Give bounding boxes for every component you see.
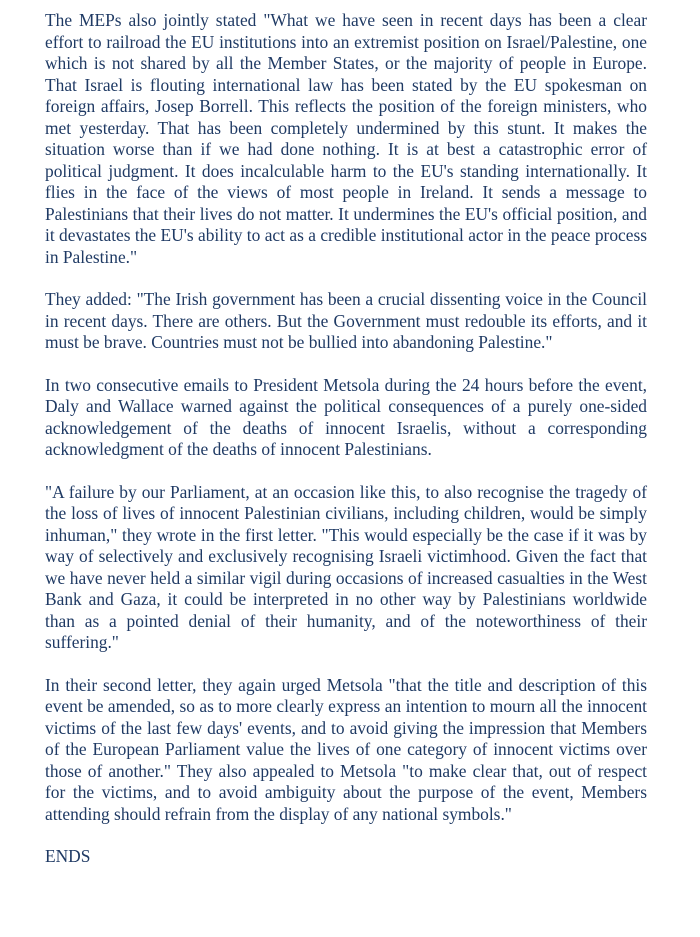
document-body [45,10,647,868]
paragraph-second-letter: In their second letter, they again urged Metsola "that the title and description of this event be amended, so as to more clearly express an intention to mourn all the innocent victims of the last few days' events, and to avoid giving the impression that Members of the European Parliament value the lives of one category of innocent victims over those of another." They also appealed to Metsola "to make clear that, out of respect for the victims, and to avoid ambiguity about the purpose of the event, Members attending should refrain from the display of any national symbols." [45,674,647,824]
paragraph-emails-to-metsola: In two consecutive emails to President Metsola during the 24 hours before the event, Daly and Wallace warned against the political consequences of a purely one-sided acknowledgement of the deaths of innocent Israelis, without a corresponding acknowledgment of the deaths of innocent Palestinians. [45,374,647,459]
paragraph-meps-joint-statement: The MEPs also jointly stated "What we have seen in recent days has been a clear effort to railroad the EU institutions into an extremist position on Israel/Palestine, one which is not shared by all the Member States, or the majority of people in Europe. That Israel is flouting international law has been stated by the EU spokesman on foreign affairs, Josep Borrell. This reflects the position of the foreign ministers, who met yesterday. That has been completely undermined by this stunt. It makes the situation worse than if we had done nothing. It is at best a catastrophic error of political judgment. It does incalculable harm to the EU's standing internationally. It flies in the face of the views of most people in Ireland. It sends a message to Palestinians that their lives do not matter. It undermines the EU's official position, and it devastates the EU's ability to act as a credible institutional actor in the peace process in Palestine." [45,10,647,267]
paragraph-first-letter: "A failure by our Parliament, at an occasion like this, to also recognise the tragedy of the loss of lives of innocent Palestinian civilians, including children, would be simply inhuman," they wrote in the first letter. "This would especially be the case if it was by way of selectively and exclusively recognising Israeli victimhood. Given the fact that we have never held a similar vigil during occasions of increased casualties in the West Bank and Gaza, it could be interpreted in no other way by Palestinians worldwide than as a pointed denial of their humanity, and of the noteworthiness of their suffering." [45,481,647,652]
closing-ends: ENDS [45,846,91,866]
paragraph-irish-government: They added: "The Irish government has been a crucial dissenting voice in the Council in recent days. There are others. But the Government must redouble its efforts, and it must be brave. Countries must not be bullied into abandoning Palestine." [45,289,647,352]
